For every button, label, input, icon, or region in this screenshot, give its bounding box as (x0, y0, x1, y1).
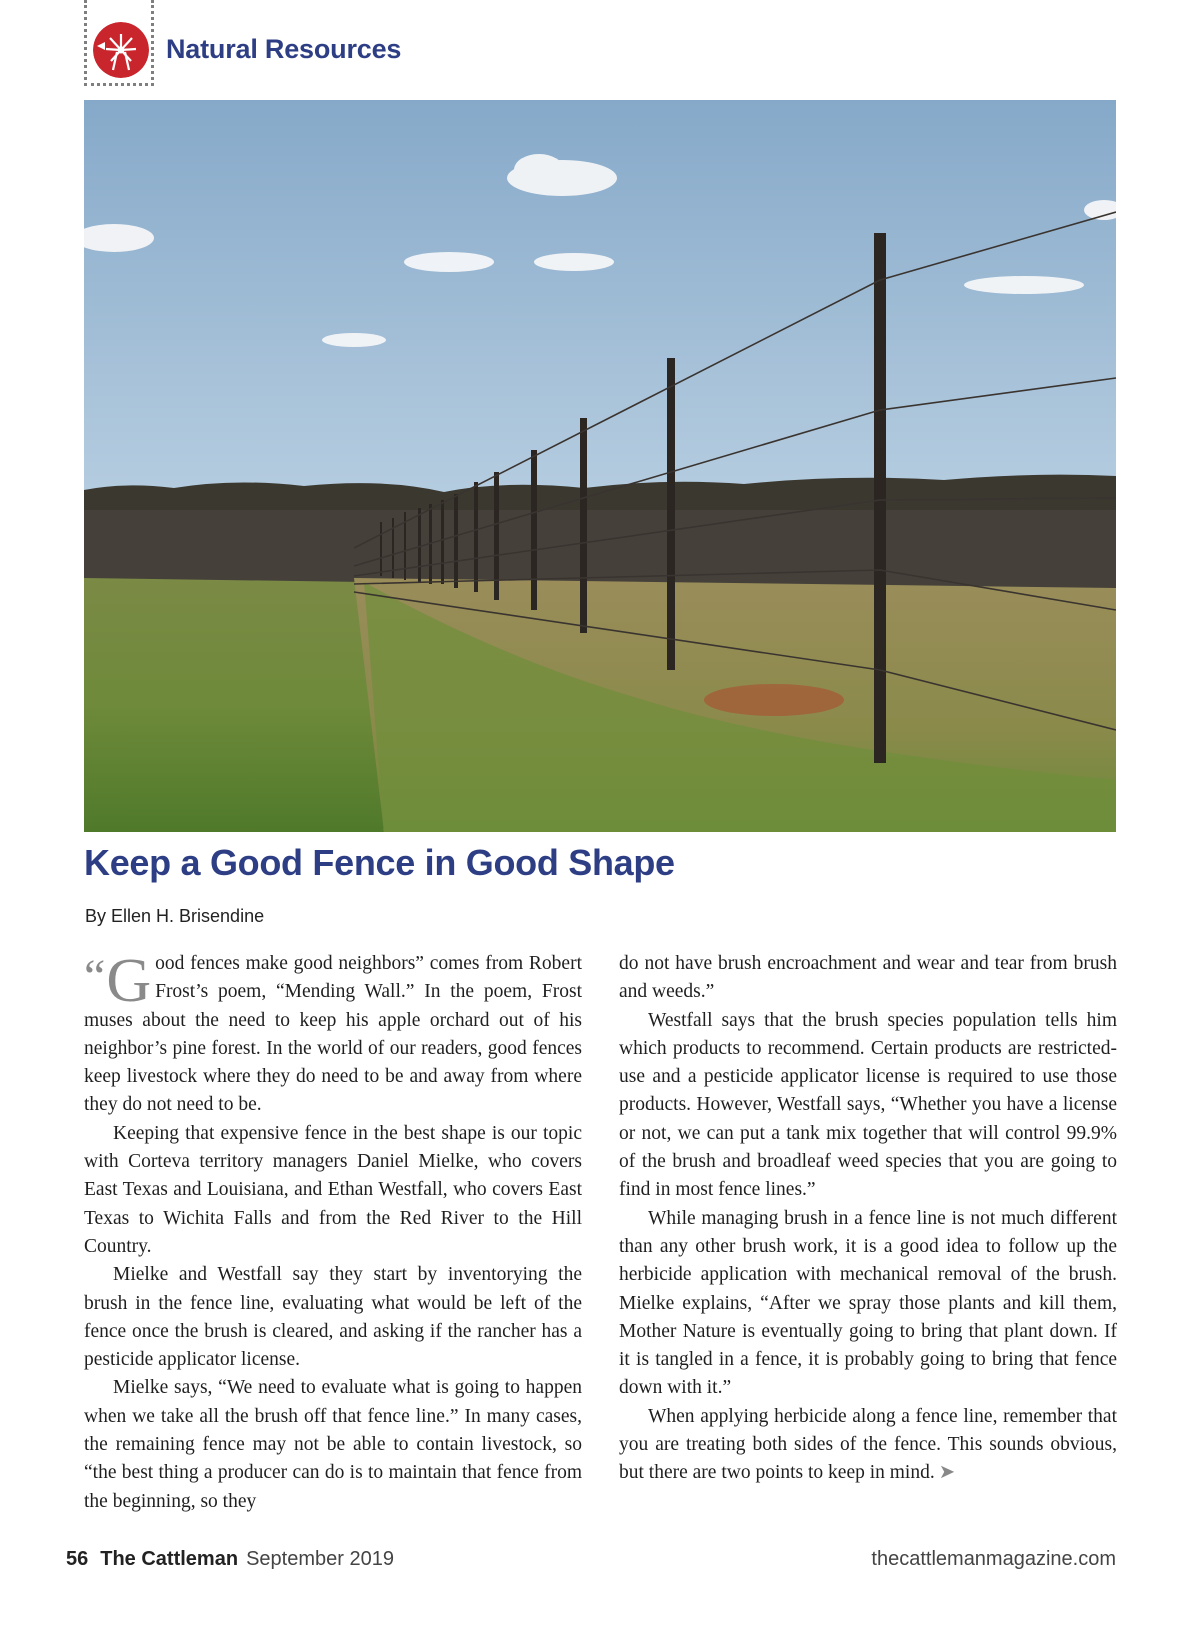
article-paragraph: While managing brush in a fence line is not much different than any other brush work, it is a good idea to follow up the herbicide application with mechanical removal of the brush. Mielke explains, “After we spray those plants and kill them, Mother Nature is eventually going to bring that plant down. If it is tangled in a fence, it is probably going to bring that fence down with it.” (619, 1207, 1117, 1399)
section-title: Natural Resources (166, 34, 402, 64)
article-title: Keep a Good Fence in Good Shape (84, 842, 675, 883)
article-paragraph: Mielke and Westfall say they start by inventorying the brush in the fence line, evaluating what would be left of the fence once the brush is cleared, and asking if the rancher has a pesticide applicator license. (84, 1264, 582, 1371)
article-paragraph: “G ood fences make good neighbors” comes from Robert Frost’s poem, “Mending Wall.” In the poem, Frost muses about the need to keep his apple orchard out of his neighbor’s pine forest. In the world of our readers, good fences keep livestock where they do need to be and away from where they do not need to be. (84, 947, 582, 1116)
dropcap: “G (84, 947, 152, 1015)
arrow-right-icon: ➤ (938, 1462, 956, 1484)
section-badge (84, 0, 154, 86)
website-url: thecattlemanmagazine.com (871, 1548, 1116, 1570)
byline: By Ellen H. Brisendine (85, 906, 265, 926)
issue-date: September 2019 (246, 1548, 394, 1570)
windmill-icon (93, 22, 149, 78)
article-paragraph: Mielke says, “We need to evaluate what is going to happen when we take all the brush off that fence line.” In many cases, the remaining fence may not be able to contain livestock, so “the best thing a producer can do is to maintain that fence from the beginning, so they (84, 1377, 582, 1512)
fence-photo (84, 100, 1116, 832)
page-number: 56 (66, 1548, 89, 1570)
article-paragraph: Keeping that expensive fence in the best shape is our topic with Corteva territory managers Daniel Mielke, who covers East Texas and Louisiana, and Ethan Westfall, who covers East Texas to Wichita Falls and from the Red River to the Hill Country. (84, 1122, 582, 1257)
article-column-left (84, 947, 582, 1516)
article-paragraph: do not have brush encroachment and wear and tear from brush and weeds.” (619, 953, 1117, 1003)
page-footer (66, 1548, 1116, 1578)
article-paragraph: Westfall says that the brush species population tells him which products to recommend. Certain products are restricted-use and a pesticide applicator license is required to use those products. However, Westfall says, “Whether you have a license or not, we can put a tank mix together that will control 99.9% of the brush and broadleaf weed species that you are going to find in most fence lines.” (619, 1009, 1117, 1201)
article-paragraph: When applying herbicide along a fence line, remember that you are treating both sides of the fence. This sounds obvious, but there are two points to keep in mind. ➤ (619, 1405, 1117, 1484)
article-column-right (619, 950, 1117, 1488)
magazine-name: The Cattleman (100, 1548, 239, 1570)
